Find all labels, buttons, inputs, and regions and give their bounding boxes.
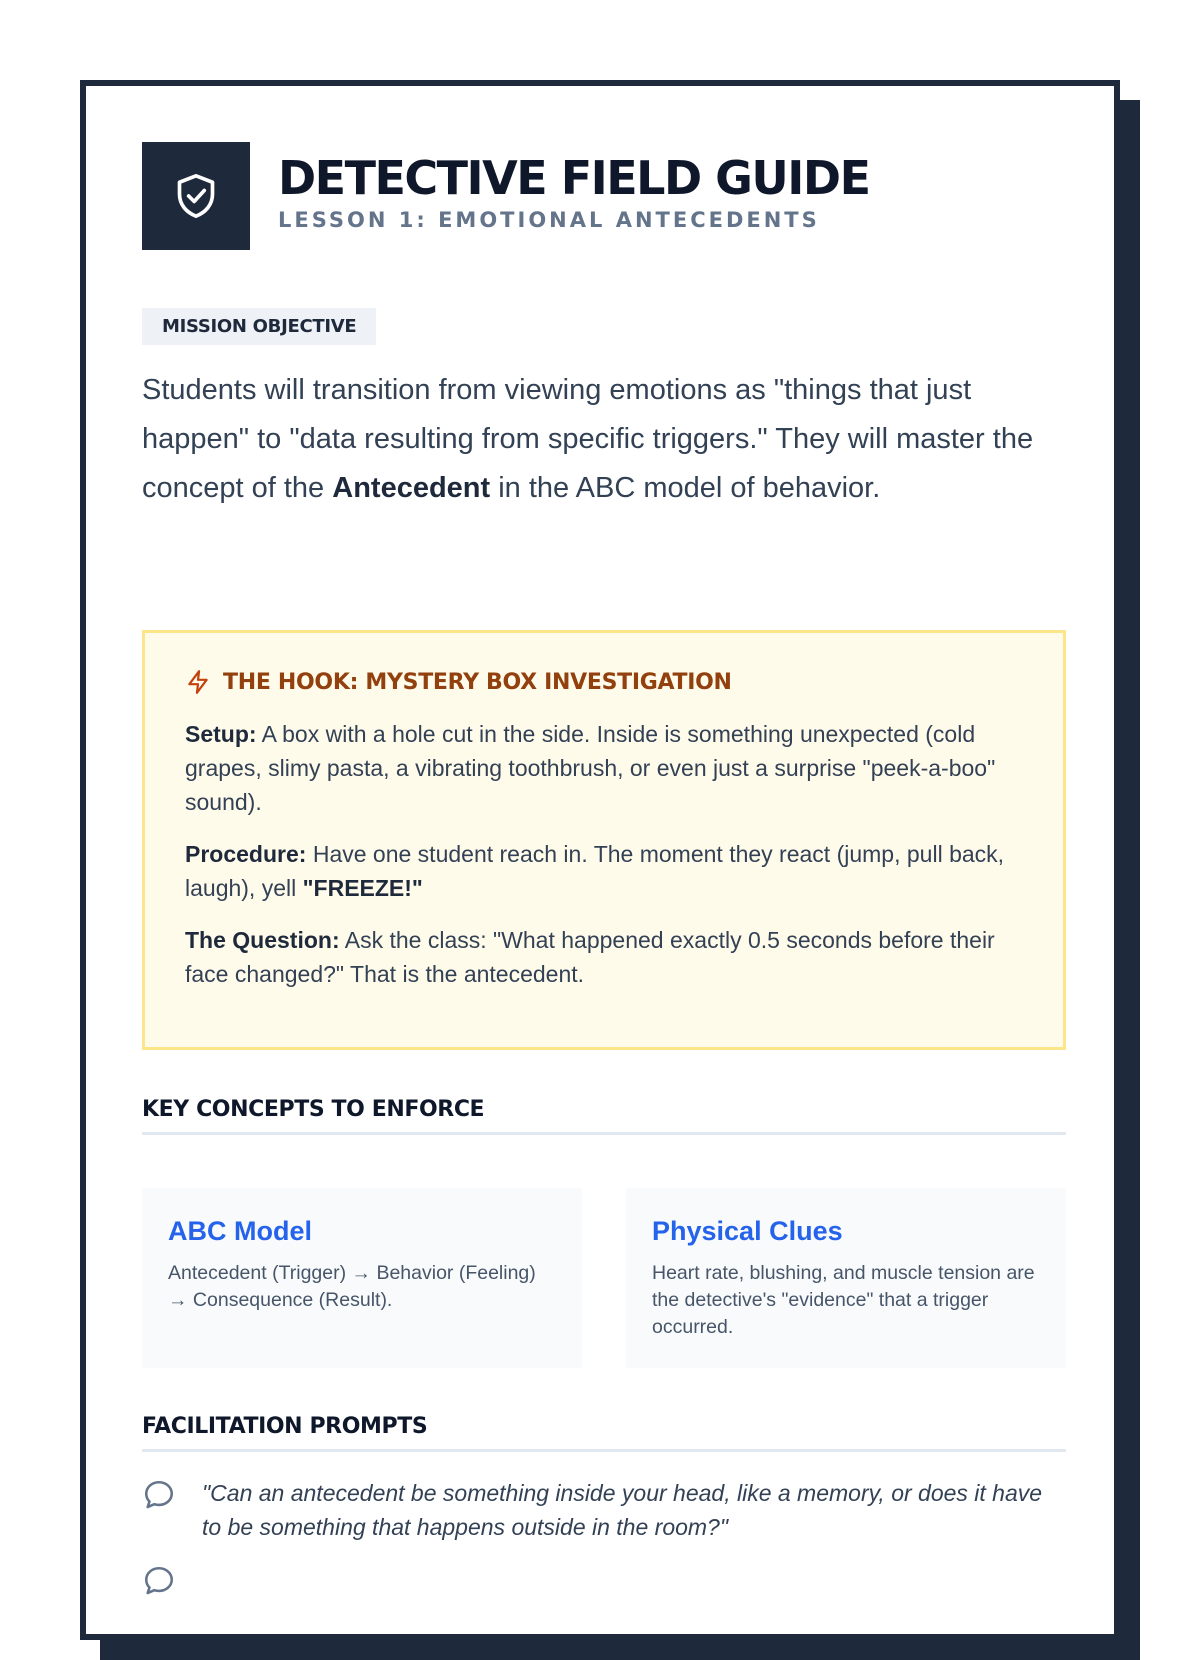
facilitation-prompt	[142, 1476, 1066, 1544]
logo-badge	[142, 142, 250, 250]
speech-bubble-icon	[142, 1478, 176, 1512]
facilitation-prompts-heading: FACILITATION PROMPTS	[142, 1414, 1066, 1452]
hook-title-text: THE HOOK: MYSTERY BOX INVESTIGATION	[223, 669, 732, 695]
concept-description: Antecedent (Trigger) → Behavior (Feeling) → Consequence (Result).	[168, 1262, 536, 1311]
header	[142, 142, 870, 250]
concept-card-physical-clues	[626, 1188, 1066, 1368]
concept-title: Physical Clues	[652, 1216, 843, 1246]
lesson-subtitle: LESSON 1: EMOTIONAL ANTECEDENTS	[278, 208, 820, 232]
hook-procedure-bold: "FREEZE!"	[302, 875, 423, 901]
key-concepts-heading: KEY CONCEPTS TO ENFORCE	[142, 1097, 1066, 1135]
mission-objective-badge: MISSION OBJECTIVE	[142, 308, 376, 345]
hook-question	[185, 923, 1023, 991]
hook-setup-label: Setup:	[185, 721, 257, 747]
hook-procedure-text: Have one student reach in. The moment they react (jump, pull back, laugh), yell	[185, 841, 1005, 901]
hook-procedure-label: Procedure:	[185, 841, 307, 867]
hook-question-label: The Question:	[185, 927, 340, 953]
objective-text-after: in the ABC model of behavior.	[490, 472, 881, 504]
page-title: DETECTIVE FIELD GUIDE	[278, 151, 870, 205]
hook-setup-text: A box with a hole cut in the side. Inside is something unexpected (cold grapes, slimy pasta, a vibrating toothbrush, or even just a surprise "peek-a-boo" sound).	[185, 721, 996, 815]
lightning-icon	[185, 669, 211, 695]
hook-setup	[185, 717, 1023, 819]
objective-text-before: Students will transition from viewing emotions as "things that just happen" to "data resulting from specific triggers." They will master the concept of the	[142, 374, 1034, 504]
field-guide-card	[80, 80, 1120, 1640]
hook-title	[185, 669, 1023, 695]
hook-procedure	[185, 837, 1023, 905]
hook-box	[142, 630, 1066, 1050]
hook-question-text: Ask the class: "What happened exactly 0.5 seconds before their face changed?" That is the antecedent.	[185, 927, 995, 987]
prompt-text: "Can an antecedent be something inside your head, like a memory, or does it have to be something that happens outside in the room?"	[202, 1480, 1043, 1540]
speech-bubble-icon	[142, 1564, 176, 1598]
shield-check-icon	[174, 172, 218, 220]
concept-title: ABC Model	[168, 1216, 312, 1246]
concept-description: Heart rate, blushing, and muscle tension are the detective's "evidence" that a trigger occurred.	[652, 1262, 1035, 1338]
concept-card-abc-model	[142, 1188, 582, 1368]
objective-text	[142, 366, 1062, 513]
facilitation-prompt-cutoff	[142, 1562, 1066, 1603]
objective-text-bold: Antecedent	[332, 472, 491, 504]
